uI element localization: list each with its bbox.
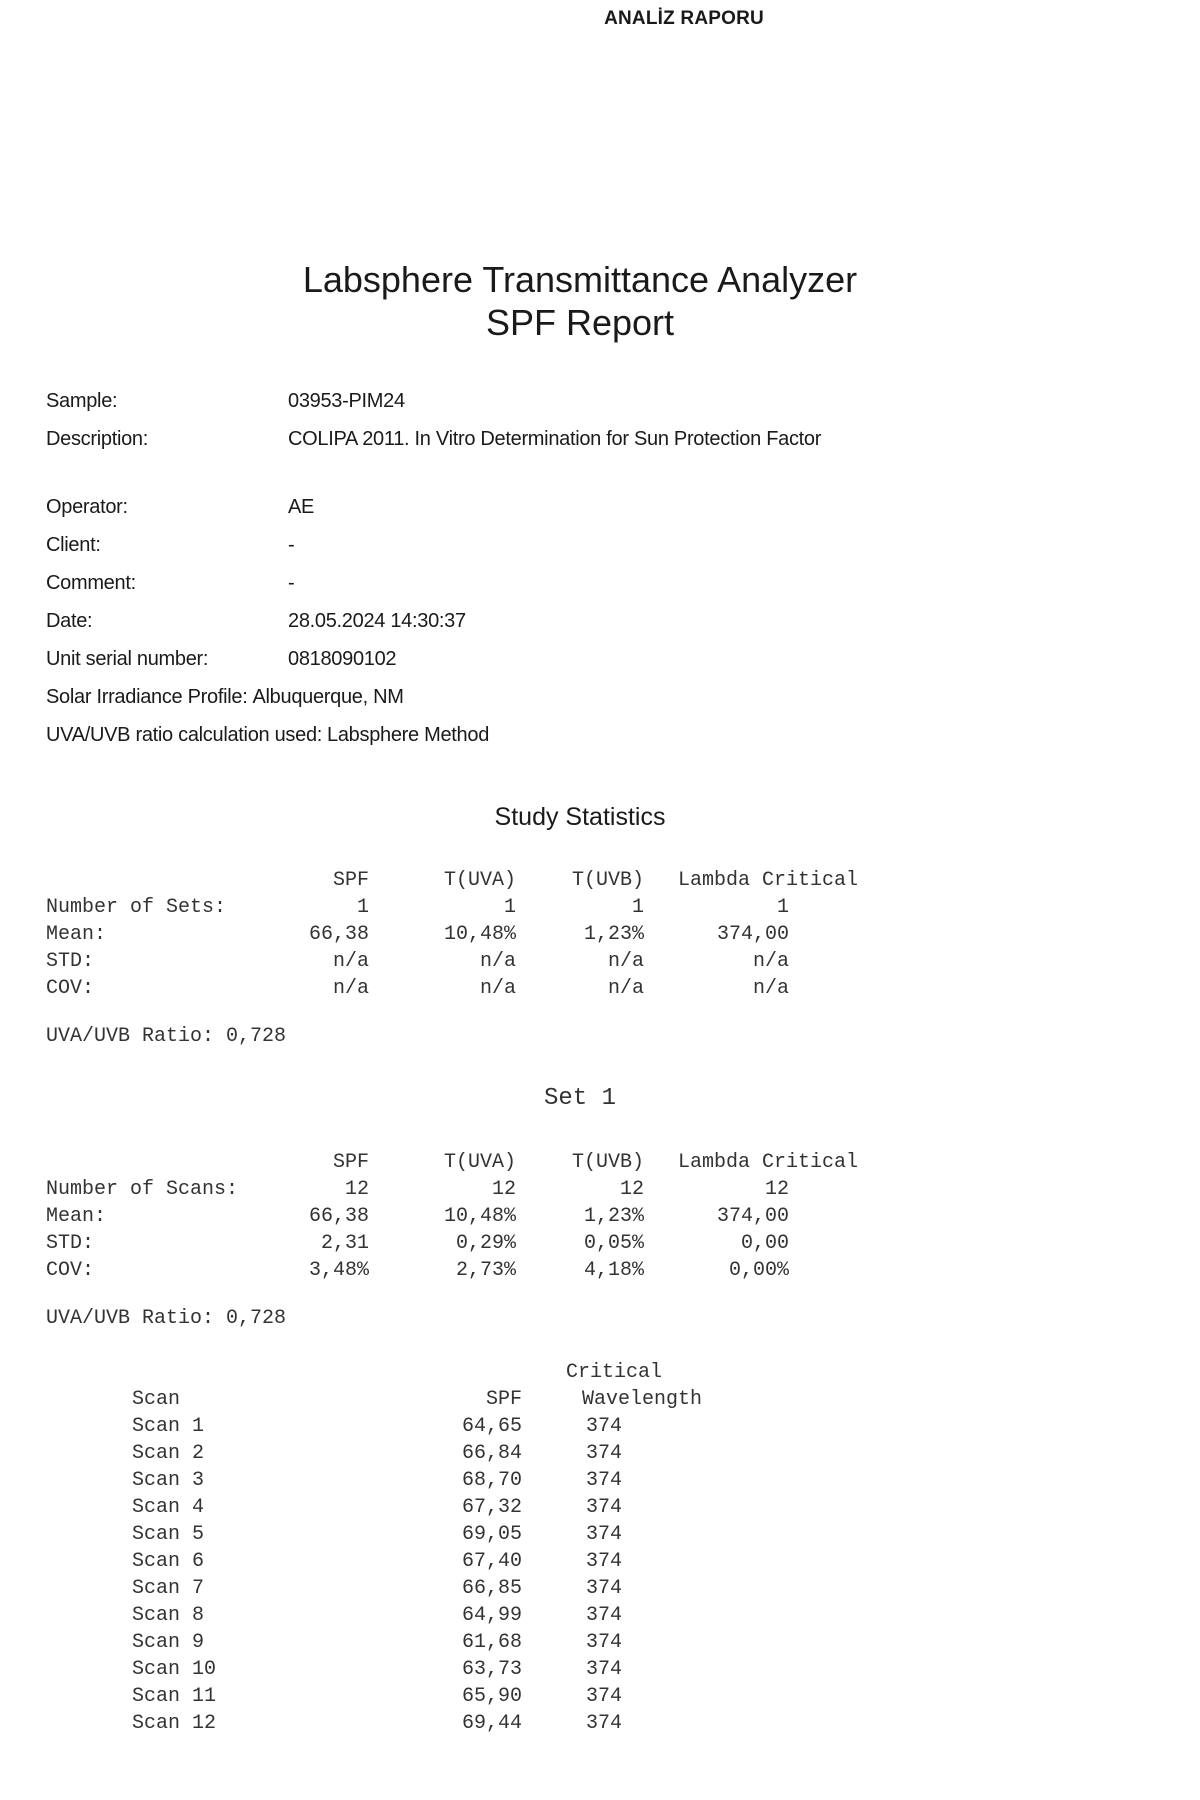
scan-name: Scan 1 [132, 1415, 205, 1438]
scan-name: Scan 11 [132, 1685, 217, 1708]
scan-critical-wavelength: 374 [585, 1712, 622, 1735]
scan-critical-wavelength: 374 [585, 1523, 622, 1546]
date-value: 28.05.2024 14:30:37 [288, 610, 466, 632]
scan-spf: 69,44 [461, 1712, 522, 1735]
set-title: Set 1 [543, 1085, 616, 1112]
scan-name: Scan 7 [132, 1577, 205, 1600]
table-row [132, 1710, 702, 1737]
scan-spf: 68,70 [461, 1469, 522, 1492]
table-cell: 12 [619, 1178, 644, 1201]
table-row [132, 1413, 702, 1440]
comment-label: Comment: [46, 572, 136, 594]
table-cell: 12 [344, 1178, 369, 1201]
document-heading: ANALİZ RAPORU [604, 8, 764, 29]
table-row [46, 1230, 858, 1257]
row-label: Mean: [46, 1205, 107, 1228]
description-value: COLIPA 2011. In Vitro Determination for Sun Protection Factor [288, 428, 822, 450]
scan-spf: 66,84 [461, 1442, 522, 1465]
operator-label: Operator: [46, 496, 128, 518]
comment-row [46, 572, 821, 610]
table-cell: 1 [503, 896, 516, 919]
column-header: Lambda Critical [677, 1151, 858, 1174]
scan-critical-wavelength: 374 [585, 1604, 622, 1627]
set-statistics-table [46, 1149, 858, 1284]
column-header: T(UVA) [443, 1151, 516, 1174]
table-cell: n/a [332, 950, 369, 973]
table-cell: 1 [631, 896, 644, 919]
solar-value: Albuquerque, NM [252, 686, 404, 708]
table-cell: 10,48% [443, 923, 516, 946]
table-cell: n/a [752, 950, 789, 973]
column-header: T(UVA) [443, 869, 516, 892]
scan-spf: 64,65 [461, 1415, 522, 1438]
set-uva-uvb-ratio: UVA/UVB Ratio: 0,728 [46, 1307, 287, 1330]
scan-critical-wavelength: 374 [585, 1469, 622, 1492]
table-cell: 2,73% [455, 1259, 516, 1282]
row-label: COV: [46, 1259, 95, 1282]
study-header-row [46, 867, 858, 894]
table-cell: n/a [607, 977, 644, 1000]
ratio-method-row [46, 724, 821, 762]
report-title [0, 258, 1160, 344]
column-header: Wavelength [581, 1388, 702, 1411]
serial-value: 0818090102 [288, 648, 397, 670]
table-row [46, 1176, 858, 1203]
table-cell: 374,00 [716, 923, 789, 946]
scan-name: Scan 10 [132, 1658, 217, 1681]
table-row [46, 1257, 858, 1284]
table-cell: 12 [764, 1178, 789, 1201]
table-cell: 3,48% [308, 1259, 369, 1282]
scan-spf: 66,85 [461, 1577, 522, 1600]
report-metadata [46, 390, 821, 762]
column-header: Critical [565, 1361, 662, 1384]
table-cell: 66,38 [308, 923, 369, 946]
table-row [46, 921, 858, 948]
scan-critical-wavelength: 374 [585, 1442, 622, 1465]
table-cell: 0,00% [728, 1259, 789, 1282]
description-label: Description: [46, 428, 148, 450]
table-row [132, 1602, 702, 1629]
scan-spf: 69,05 [461, 1523, 522, 1546]
client-row [46, 534, 821, 572]
column-header: T(UVB) [571, 869, 644, 892]
study-uva-uvb-ratio: UVA/UVB Ratio: 0,728 [46, 1025, 287, 1048]
table-cell: 2,31 [320, 1232, 369, 1255]
table-cell: n/a [332, 977, 369, 1000]
table-cell: 374,00 [716, 1205, 789, 1228]
table-cell: 0,00 [740, 1232, 789, 1255]
client-value: - [288, 534, 295, 556]
scan-critical-wavelength: 374 [585, 1415, 622, 1438]
study-statistics-title: Study Statistics [494, 803, 666, 831]
column-header: SPF [485, 1388, 522, 1411]
sample-value: 03953-PIM24 [288, 390, 405, 412]
table-cell: 0,05% [583, 1232, 644, 1255]
scan-critical-wavelength: 374 [585, 1577, 622, 1600]
operator-row [46, 496, 821, 534]
sample-label: Sample: [46, 390, 118, 412]
column-header: SPF [332, 869, 369, 892]
scan-name: Scan 5 [132, 1523, 205, 1546]
table-cell: 0,29% [455, 1232, 516, 1255]
column-header: Scan [132, 1388, 181, 1411]
study-statistics-table [46, 867, 858, 1002]
scan-critical-wavelength: 374 [585, 1685, 622, 1708]
row-label: Number of Sets: [46, 896, 227, 919]
table-cell: 12 [491, 1178, 516, 1201]
table-cell: 4,18% [583, 1259, 644, 1282]
table-row [46, 975, 858, 1002]
scan-name: Scan 12 [132, 1712, 217, 1735]
client-label: Client: [46, 534, 101, 556]
report-title-line1: Labsphere Transmittance Analyzer [302, 259, 858, 300]
description-row [46, 428, 821, 466]
table-row [132, 1575, 702, 1602]
table-row [132, 1440, 702, 1467]
scan-name: Scan 6 [132, 1550, 205, 1573]
table-row [132, 1548, 702, 1575]
scan-spf: 67,32 [461, 1496, 522, 1519]
table-row [132, 1683, 702, 1710]
table-row [132, 1629, 702, 1656]
solar-label: Solar Irradiance Profile: [46, 686, 248, 708]
scan-name: Scan 4 [132, 1496, 205, 1519]
scan-spf: 63,73 [461, 1658, 522, 1681]
row-label: Mean: [46, 923, 107, 946]
scan-spf: 67,40 [461, 1550, 522, 1573]
scan-critical-wavelength: 374 [585, 1658, 622, 1681]
table-row [46, 1203, 858, 1230]
sample-row [46, 390, 821, 428]
serial-label: Unit serial number: [46, 648, 209, 670]
set-header-row [46, 1149, 858, 1176]
row-label: STD: [46, 1232, 95, 1255]
scan-header-top-row [132, 1359, 702, 1386]
scan-results-table [132, 1359, 702, 1737]
table-cell: 1,23% [583, 1205, 644, 1228]
scan-name: Scan 3 [132, 1469, 205, 1492]
scan-spf: 61,68 [461, 1631, 522, 1654]
solar-row [46, 686, 821, 724]
ratio-method-value: Labsphere Method [327, 724, 490, 746]
ratio-method-label: UVA/UVB ratio calculation used: [46, 724, 323, 746]
table-cell: 10,48% [443, 1205, 516, 1228]
scan-spf: 65,90 [461, 1685, 522, 1708]
table-row [132, 1494, 702, 1521]
scan-critical-wavelength: 374 [585, 1631, 622, 1654]
scan-rows [132, 1413, 702, 1737]
scan-critical-wavelength: 374 [585, 1550, 622, 1573]
date-label: Date: [46, 610, 93, 632]
column-header: Lambda Critical [677, 869, 858, 892]
table-row [132, 1521, 702, 1548]
scan-critical-wavelength: 374 [585, 1496, 622, 1519]
operator-value: AE [288, 496, 315, 518]
serial-row [46, 648, 821, 686]
table-cell: 1,23% [583, 923, 644, 946]
table-cell: n/a [479, 977, 516, 1000]
table-row [132, 1656, 702, 1683]
table-cell: n/a [607, 950, 644, 973]
row-label: COV: [46, 977, 95, 1000]
row-label: STD: [46, 950, 95, 973]
table-cell: n/a [479, 950, 516, 973]
table-cell: 1 [356, 896, 369, 919]
scan-name: Scan 8 [132, 1604, 205, 1627]
row-label: Number of Scans: [46, 1178, 239, 1201]
date-row [46, 610, 821, 648]
comment-value: - [288, 572, 295, 594]
scan-header-row [132, 1386, 702, 1413]
table-cell: 1 [776, 896, 789, 919]
column-header: T(UVB) [571, 1151, 644, 1174]
table-row [46, 894, 858, 921]
table-cell: n/a [752, 977, 789, 1000]
table-cell: 66,38 [308, 1205, 369, 1228]
table-row [46, 948, 858, 975]
table-row [132, 1467, 702, 1494]
column-header: SPF [332, 1151, 369, 1174]
report-title-line2: SPF Report [485, 302, 675, 343]
scan-spf: 64,99 [461, 1604, 522, 1627]
scan-name: Scan 9 [132, 1631, 205, 1654]
scan-name: Scan 2 [132, 1442, 205, 1465]
